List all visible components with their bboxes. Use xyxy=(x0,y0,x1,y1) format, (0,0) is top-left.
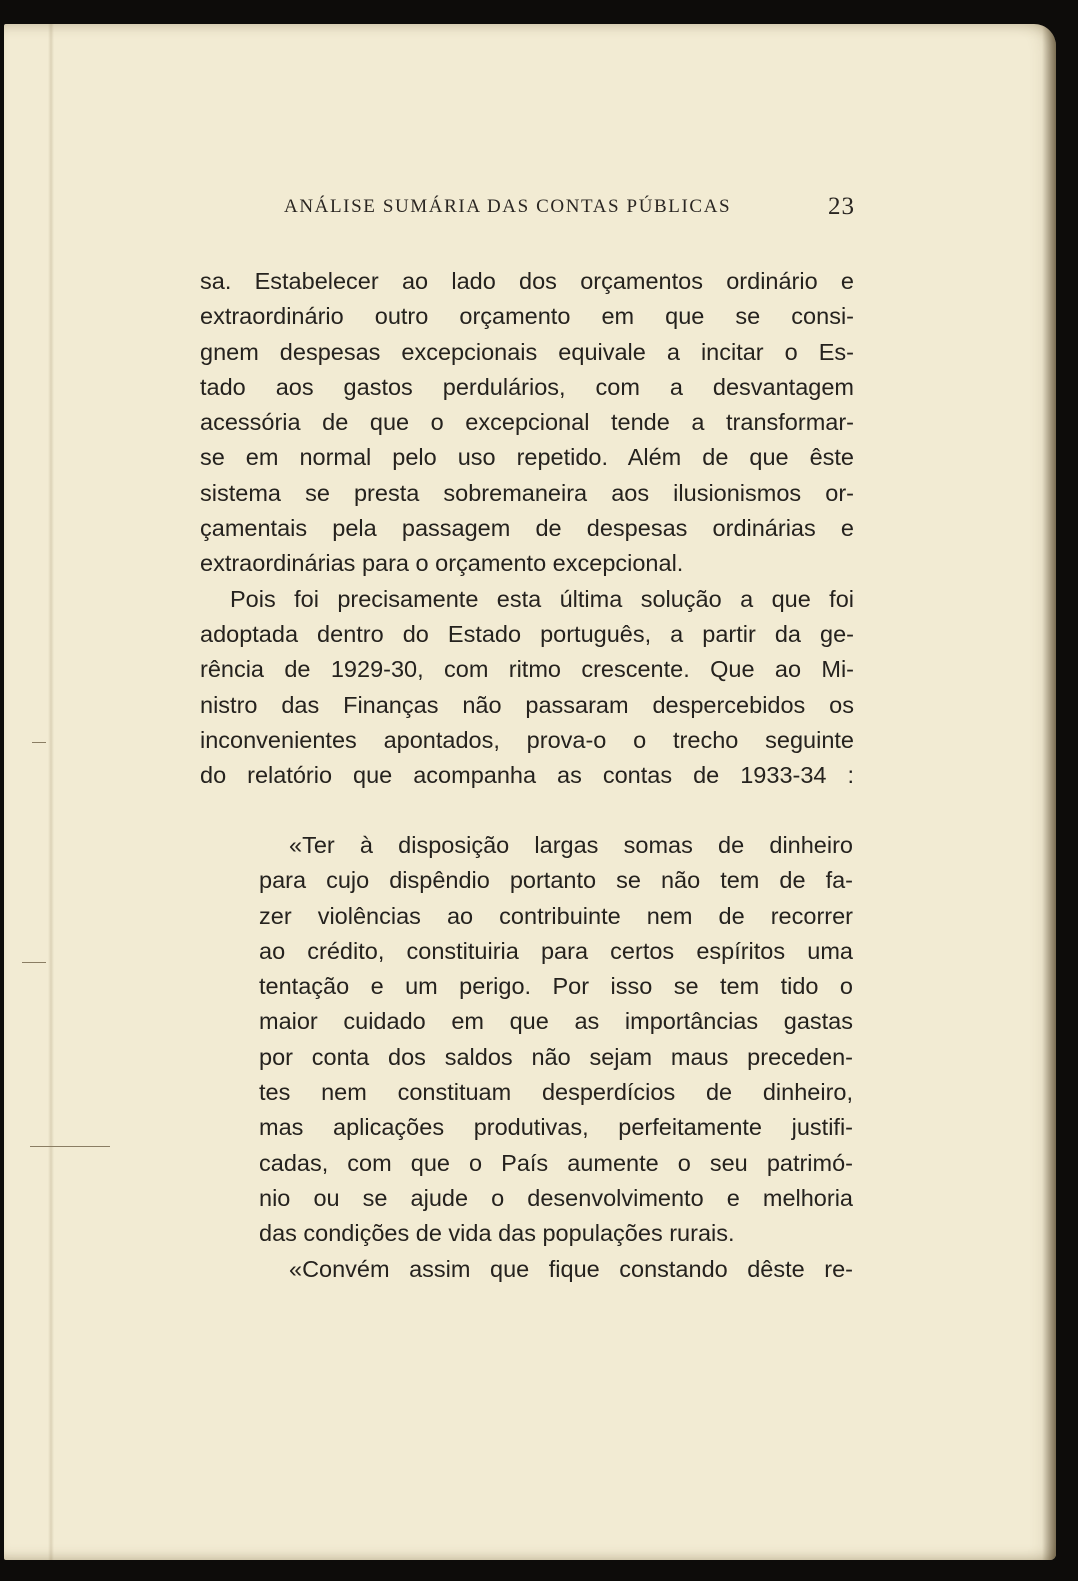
text-line: se em normal pelo uso repetido. Além de que êste xyxy=(200,444,854,471)
page-number: 23 xyxy=(828,193,855,220)
text-line: sa. Estabelecer ao lado dos orçamentos ordinário e xyxy=(200,268,854,294)
text-line: Pois foi precisamente esta última solução a que foi xyxy=(230,585,854,612)
quote-line: maior cuidado em que as importâncias gastas xyxy=(259,1008,853,1035)
quote-line: ao crédito, constituiria para certos espíritos uma xyxy=(259,937,853,964)
margin-mark xyxy=(32,742,46,743)
text-line: extraordinárias para o orçamento excepcional. xyxy=(200,550,684,577)
text-line: sistema se presta sobremaneira aos ilusionismos or- xyxy=(200,479,854,506)
quote-line: «Ter à disposição largas somas de dinheiro xyxy=(289,832,853,858)
quote-line: «Convém assim que fique constando dêste re- xyxy=(289,1255,853,1282)
body-text xyxy=(200,264,854,793)
margin-mark xyxy=(30,1146,110,1147)
page-edge-shadow xyxy=(1042,24,1056,1560)
text-line: çamentais pela passagem de despesas ordinárias e xyxy=(200,515,854,542)
running-head xyxy=(284,193,855,236)
text-line: adoptada dentro do Estado português, a partir da ge- xyxy=(200,620,854,647)
quote-line: tentação e um perigo. Por isso se tem tido o xyxy=(259,973,853,1000)
quote-line: tes nem constituam desperdícios de dinheiro, xyxy=(259,1079,853,1106)
quote-line: das condições de vida das populações rurais. xyxy=(259,1220,735,1247)
text-line: tado aos gastos perdulários, com a desvantagem xyxy=(200,373,854,400)
text-line: gnem despesas excepcionais equivale a incitar o Es- xyxy=(200,338,854,365)
quote-line: nio ou se ajude o desenvolvimento e melhoria xyxy=(259,1184,853,1211)
margin-mark xyxy=(22,962,46,963)
text-line: inconvenientes apontados, prova-o o trecho seguinte xyxy=(200,726,854,753)
quote-line: para cujo dispêndio portanto se não tem de fa- xyxy=(259,867,853,894)
text-line: acessória de que o excepcional tende a transformar- xyxy=(200,409,854,436)
block-quote xyxy=(259,828,853,1287)
page-gutter xyxy=(48,24,54,1560)
quote-line: mas aplicações produtivas, perfeitamente justifi- xyxy=(259,1114,853,1141)
text-line: nistro das Finanças não passaram despercebidos os xyxy=(200,691,854,718)
text-line: do relatório que acompanha as contas de 1933-34 : xyxy=(200,762,854,789)
running-title: ANÁLISE SUMÁRIA DAS CONTAS PÚBLICAS xyxy=(284,196,732,217)
quote-line: cadas, com que o País aumente o seu patrimó- xyxy=(259,1149,853,1176)
text-line: extraordinário outro orçamento em que se consi- xyxy=(200,303,854,330)
quote-line: zer violências ao contribuinte nem de recorrer xyxy=(259,902,853,929)
text-line: rência de 1929-30, com ritmo crescente. Que ao Mi- xyxy=(200,656,854,683)
quote-line: por conta dos saldos não sejam maus preceden- xyxy=(259,1043,853,1070)
